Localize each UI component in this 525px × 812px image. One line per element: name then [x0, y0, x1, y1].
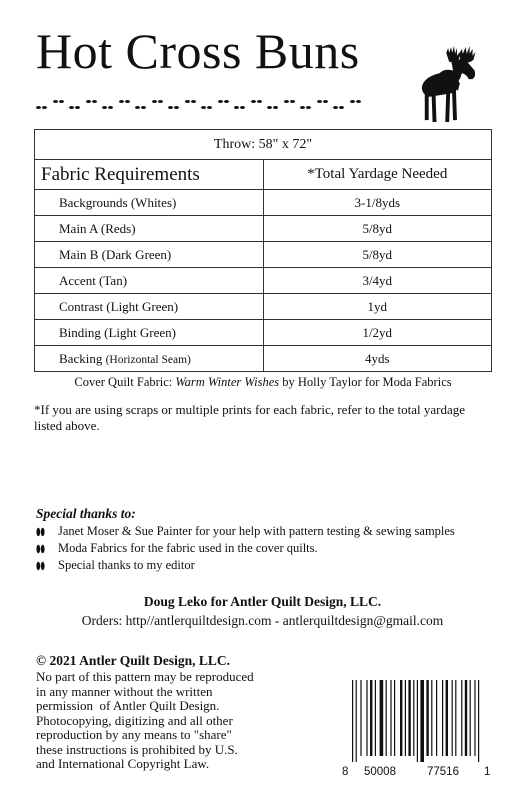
- barcode-digits-group2: 77516: [427, 766, 459, 778]
- thanks-item: Janet Moser & Sue Painter for your help with pattern testing & sewing samples: [36, 523, 455, 540]
- copyright-line: these instructions is prohibited by U.S.: [36, 741, 238, 757]
- fabric-name: Backing (Horizontal Seam): [35, 346, 264, 372]
- copyright-line: Photocopying, digitizing and all other: [36, 712, 233, 728]
- fabric-yardage: 3/4yd: [263, 268, 492, 294]
- order-info: Orders: http//antlerquiltdesign.com - antlerquiltdesign@gmail.com: [81, 613, 444, 628]
- fabric-name: Contrast (Light Green): [35, 294, 264, 320]
- fabric-requirements-heading: Fabric Requirements: [35, 160, 264, 190]
- moose-icon: [416, 44, 494, 126]
- hoof-print-track-icon: [36, 98, 371, 112]
- upc-barcode: [352, 680, 490, 762]
- fabric-requirements-table: [34, 129, 492, 372]
- backing-detail: (Horizontal Seam): [105, 353, 191, 366]
- fabric-name: Main B (Dark Green): [35, 242, 264, 268]
- throw-size-row: [35, 130, 492, 160]
- fabric-yardage: 4yds: [263, 346, 492, 372]
- hoof-print-bullet-icon: [36, 543, 58, 555]
- fabric-yardage: 5/8yd: [263, 242, 492, 268]
- copyright-line: permission of Antler Quilt Design.: [36, 698, 220, 713]
- special-thanks-heading: Special thanks to:: [36, 506, 136, 521]
- barcode-digits-group1: 50008: [364, 766, 396, 778]
- fabric-name: Accent (Tan): [35, 268, 264, 294]
- copyright-line: reproduction by any means to "share": [36, 727, 232, 742]
- fabric-row: [35, 190, 492, 216]
- copyright-heading: © 2021 Antler Quilt Design, LLC.: [36, 653, 230, 668]
- copyright-line: No part of this pattern may be reproduced: [36, 669, 254, 684]
- pattern-title: Hot Cross Buns: [36, 23, 360, 79]
- designer-credit: Doug Leko for Antler Quilt Design, LLC.: [143, 594, 382, 609]
- fabric-row: [35, 320, 492, 346]
- fabric-row: [35, 268, 492, 294]
- throw-size: Throw: 58" x 72": [35, 130, 492, 160]
- fabric-yardage: 1yd: [263, 294, 492, 320]
- barcode-digit-last: 1: [484, 766, 491, 778]
- fabric-name: Binding (Light Green): [35, 320, 264, 346]
- fabric-yardage: 1/2yd: [263, 320, 492, 346]
- backing-row: [35, 346, 492, 372]
- fabric-row: [35, 294, 492, 320]
- fabric-row: [35, 216, 492, 242]
- thanks-item: Special thanks to my editor: [36, 557, 455, 574]
- fabric-name: Backgrounds (Whites): [35, 190, 264, 216]
- hoof-print-bullet-icon: [36, 560, 58, 572]
- special-thanks-list: [36, 523, 455, 574]
- fabric-name: Main A (Reds): [35, 216, 264, 242]
- thanks-item: Moda Fabrics for the fabric used in the cover quilts.: [36, 540, 455, 557]
- fabric-yardage: 5/8yd: [263, 216, 492, 242]
- table-header-row: [35, 160, 492, 190]
- cover-quilt-fabric: Cover Quilt Fabric: Warm Winter Wishes by Holly Taylor for Moda Fabrics: [74, 375, 452, 389]
- barcode-digit-first: 8: [342, 766, 349, 778]
- total-yardage-heading: *Total Yardage Needed: [263, 160, 492, 190]
- copyright-line: and International Copyright Law.: [36, 756, 210, 771]
- copyright-notice: [36, 670, 298, 772]
- fabric-yardage: 3-1/8yds: [263, 190, 492, 216]
- copyright-line: in any manner without the written: [36, 683, 213, 699]
- hoof-print-bullet-icon: [36, 526, 58, 538]
- fabric-line-name: Warm Winter Wishes: [175, 375, 280, 389]
- barcode-digits: [342, 766, 494, 780]
- yardage-note: *If you are using scraps or multiple prints for each fabric, refer to the total yardage listed above.: [34, 402, 465, 433]
- fabric-row: [35, 242, 492, 268]
